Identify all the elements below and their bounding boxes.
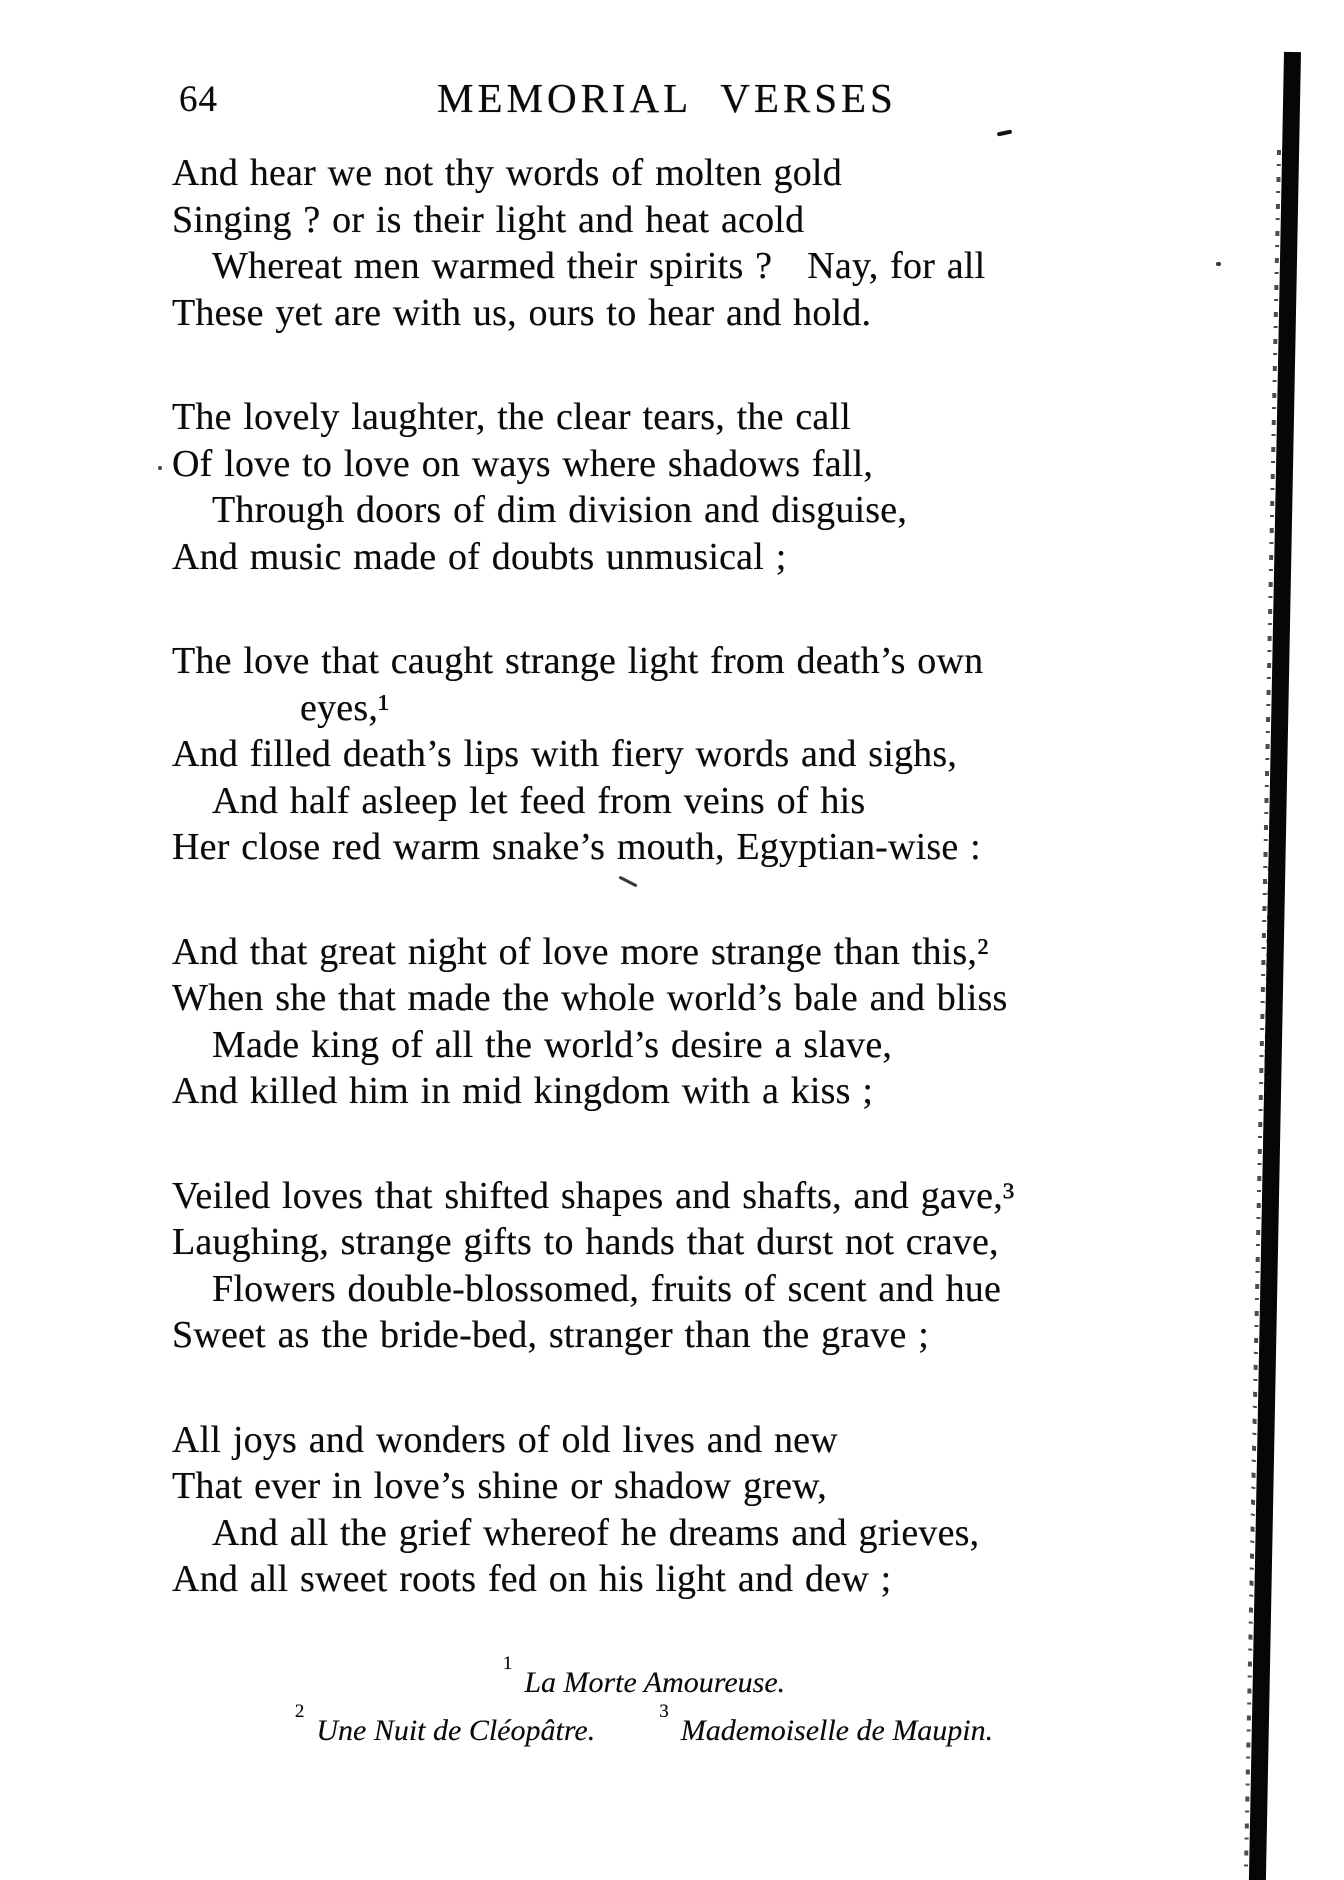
stanza	[172, 150, 1202, 336]
stanza	[172, 638, 1202, 871]
poem-line: Her close red warm snake’s mouth, Egyptian-wise :	[172, 826, 981, 868]
scan-artifact-dot	[158, 466, 162, 470]
scan-artifact-dash	[997, 129, 1013, 136]
footnote-row	[172, 1701, 1116, 1750]
footnote-3	[659, 1701, 994, 1750]
page-number: 64	[179, 79, 218, 120]
poem-line: The love that caught strange light from death’s own	[172, 640, 984, 682]
poem-line: Made king of all the world’s desire a slave,	[212, 1023, 893, 1066]
poem-line: And all the grief whereof he dreams and grieves,	[212, 1511, 980, 1554]
footnote-2-title: Une Nuit de Cléopâtre.	[316, 1714, 596, 1747]
poem-line: And that great night of love more strange than this,²	[172, 930, 989, 973]
footnote-3-title: Mademoiselle de Maupin.	[680, 1714, 994, 1747]
poem-line: And killed him in mid kingdom with a kiss ;	[172, 1070, 874, 1112]
poem-line: And music made of doubts unmusical ;	[172, 535, 787, 578]
poem-line: Sweet as the bride-bed, stranger than the grave ;	[172, 1314, 930, 1356]
poem-line: And all sweet roots fed on his light and dew ;	[172, 1558, 892, 1600]
footnote-1	[172, 1653, 1116, 1702]
stanza	[172, 1173, 1202, 1359]
footnote-2-marker: 2	[294, 1701, 305, 1722]
poem-line: These yet are with us, ours to hear and hold.	[172, 291, 872, 334]
poem-line: Through doors of dim division and disguise,	[212, 489, 908, 531]
footnote-1-title: La Morte Amoureuse.	[524, 1666, 786, 1699]
scan-artifact-dot	[1216, 262, 1221, 266]
poem-line: And filled death’s lips with fiery words and sighs,	[172, 733, 958, 775]
poem-line: Flowers double-blossomed, fruits of scent and hue	[212, 1267, 1002, 1310]
poem-line: Of love to love on ways where shadows fall,	[172, 442, 874, 485]
stanza	[172, 394, 1202, 580]
poem-line: All joys and wonders of old lives and new	[172, 1418, 838, 1461]
poem-line: Laughing, strange gifts to hands that durst not crave,	[172, 1221, 999, 1263]
poem-body	[172, 150, 1202, 1661]
poem-line: Singing ? or is their light and heat acold	[172, 198, 805, 241]
footnote-2	[294, 1701, 596, 1750]
poem-line: That ever in love’s shine or shadow grew,	[172, 1465, 828, 1507]
running-header: MEMORIAL VERSES	[437, 75, 897, 121]
footnotes	[172, 1653, 1116, 1750]
footnote-1-marker: 1	[502, 1653, 513, 1674]
poem-line: And half asleep let feed from veins of his	[212, 779, 866, 822]
footnote-3-marker: 3	[659, 1701, 669, 1722]
stanza	[172, 929, 1202, 1115]
poem-line: Veiled loves that shifted shapes and shafts, and gave,³	[172, 1174, 1015, 1217]
poem-line: When she that made the whole world’s bale and bliss	[172, 977, 1008, 1019]
poem-line: The lovely laughter, the clear tears, the call	[172, 396, 851, 438]
stanza	[172, 1417, 1202, 1603]
poem-line: And hear we not thy words of molten gold	[172, 152, 842, 194]
poem-line: Whereat men warmed their spirits ? Nay, for all	[212, 245, 986, 287]
poem-line: eyes,¹	[300, 686, 390, 729]
